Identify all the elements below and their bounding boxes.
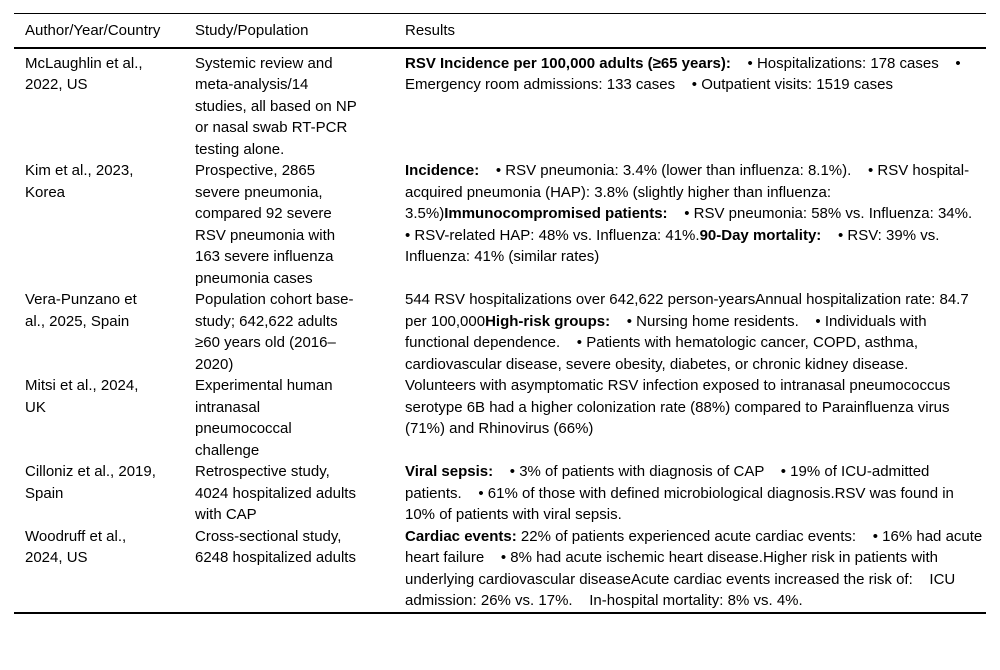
- results-text: • RSV pneumonia: 58% vs. Influenza: 34%. • RSV-related HAP: 48% vs. Influenza: 41%.: [405, 205, 989, 244]
- results-text: • 3% of patients with diagnosis of CAP • 19% of ICU-admitted patients. • 61% of those with defined microbiological diagnosis.RSV was found in 10% of patients with viral sepsis.: [405, 463, 959, 523]
- table-header: [14, 14, 986, 48]
- results-cell: [405, 48, 986, 161]
- study-population-cell: Population cohort base-study; 642,622 adults ≥60 years old (2016–2020): [195, 291, 354, 373]
- results-text: Volunteers with asymptomatic RSV infection exposed to intranasal pneumococcus serotype 6B had a higher colonization rate (88%) compared to Parainfluenza virus (71%) and Rhinovirus (66%): [405, 377, 955, 437]
- author-year-country-cell: Mitsi et al., 2024, UK: [25, 377, 139, 416]
- column-header-study-population: Study/Population: [195, 14, 405, 48]
- study-population-cell: Systemic review and meta-analysis/14 studies, all based on NP or nasal swab RT-PCR testing alone.: [195, 54, 357, 158]
- results-heading: 90-Day mortality:: [699, 226, 822, 244]
- results-text: • Nursing home residents. • Individuals with functional dependence. • Patients with hematologic cancer, COPD, asthma, cardiovascular disease, severe obesity, diabetes, or chronic kidney disease.: [405, 312, 931, 373]
- author-year-country-cell: Cilloniz et al., 2019, Spain: [25, 463, 156, 502]
- results-heading: Incidence:: [405, 162, 480, 179]
- author-year-country-cell: Woodruff et al., 2024, US: [25, 527, 127, 566]
- results-heading: Cardiac events:: [405, 527, 517, 545]
- results-heading: High-risk groups:: [485, 312, 611, 330]
- column-header-author-year-country: Author/Year/Country: [14, 14, 195, 48]
- table-row: [14, 461, 986, 526]
- table-row: [14, 526, 986, 613]
- study-population-cell: Cross-sectional study, 6248 hospitalized adults: [195, 527, 356, 566]
- rsv-studies-table: [14, 13, 989, 614]
- results-cell: [405, 461, 986, 526]
- study-population-cell: Prospective, 2865 severe pneumonia, compared 92 severe RSV pneumonia with 163 severe influenza pneumonia cases: [195, 162, 336, 287]
- table-body: [14, 48, 989, 613]
- results-text: • RSV: 39% vs. Influenza: 41% (similar rates): [405, 226, 944, 265]
- results-cell: [405, 375, 986, 461]
- author-year-country-cell: Vera-Punzano et al., 2025, Spain: [25, 291, 137, 330]
- results-cell: [405, 289, 986, 375]
- results-text: 22% of patients experienced acute cardiac events: • 16% had acute heart failure • 8% had acute ischemic heart disease.Higher risk in patients with underlying cardiovascular diseaseAcute cardiac events increased the risk of: ICU admission: 26% vs. 17%. In-hospital mortality: 8% vs. 4%.: [405, 527, 987, 609]
- column-header-results: Results: [405, 14, 986, 48]
- results-cell: [405, 160, 989, 289]
- results-text: • RSV pneumonia: 3.4% (lower than influenza: 8.1%). • RSV hospital-acquired pneumonia (HAP): 3.8% (slightly higher than influenza: 3.5%): [405, 162, 970, 222]
- table-row: [14, 160, 986, 289]
- table-row: [14, 48, 986, 161]
- author-year-country-cell: Kim et al., 2023, Korea: [25, 162, 134, 201]
- results-heading: Viral sepsis:: [405, 463, 494, 480]
- results-heading: Immunocompromised patients:: [444, 205, 668, 222]
- author-year-country-cell: McLaughlin et al., 2022, US: [25, 54, 143, 93]
- study-population-cell: Retrospective study, 4024 hospitalized adults with CAP: [195, 463, 356, 523]
- table-row: [14, 375, 986, 461]
- results-heading: RSV Incidence per 100,000 adults (≥65 years):: [405, 54, 731, 72]
- results-cell: [405, 526, 986, 613]
- study-population-cell: Experimental human intranasal pneumococcal challenge: [195, 377, 333, 459]
- header-row: [14, 14, 986, 48]
- table-row: [14, 289, 986, 375]
- results-text: • Hospitalizations: 178 cases • Emergency room admissions: 133 cases • Outpatient visits: 1519 cases: [405, 54, 965, 93]
- results-text: 544 RSV hospitalizations over 642,622 person-yearsAnnual hospitalization rate: 84.7 per 100,000: [405, 291, 973, 330]
